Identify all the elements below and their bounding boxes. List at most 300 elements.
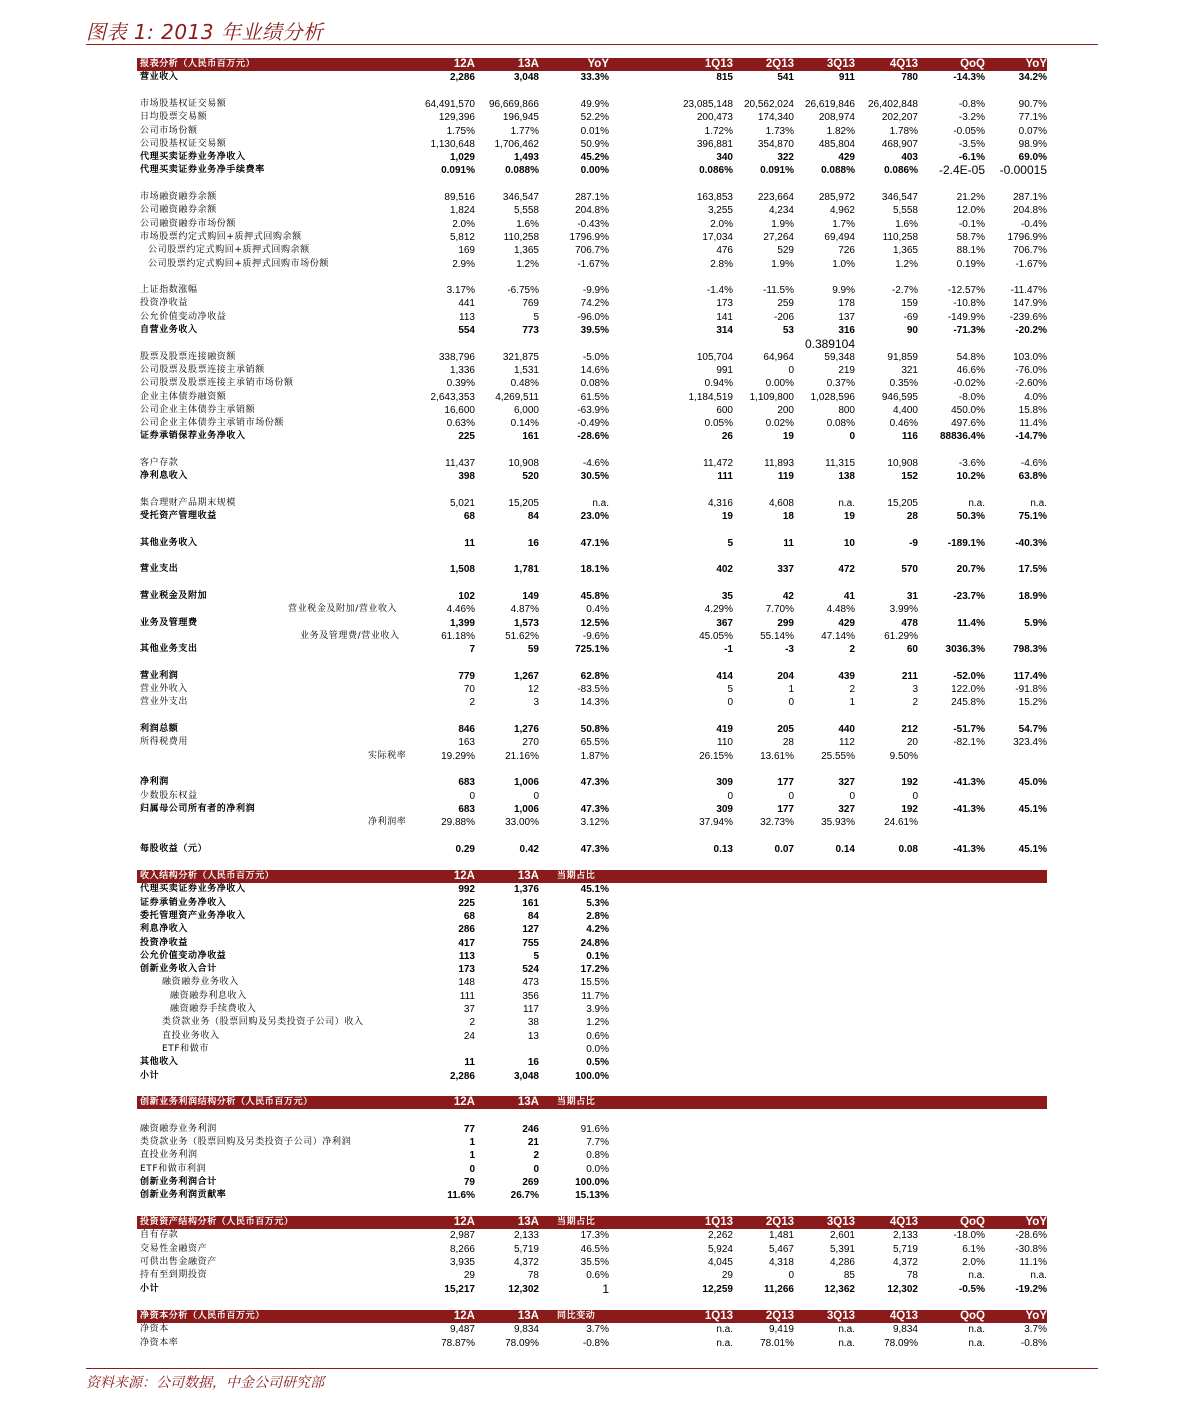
row-value: 105,704 [696, 351, 733, 363]
row-value: 15.8% [1018, 404, 1047, 416]
row-value: 911 [838, 72, 855, 84]
table-row [137, 417, 1047, 430]
table-row [137, 1337, 1047, 1350]
row-value: 32.73% [760, 817, 794, 829]
row-value: n.a. [968, 1270, 985, 1282]
row-value: 7.7% [586, 1136, 609, 1148]
row-value: 0 [727, 697, 733, 709]
row-value: 147.9% [1013, 298, 1047, 310]
table-row [137, 151, 1047, 164]
row-value: 75.1% [1018, 511, 1047, 523]
row-value: 5,467 [768, 1243, 794, 1255]
row-value: 173 [716, 298, 733, 310]
row-value: -0.4% [1020, 218, 1047, 230]
row-value: 27,264 [763, 231, 794, 243]
section-header-label: 报表分析（人民币百万元） [140, 59, 256, 69]
row-value: 4,400 [892, 404, 918, 416]
row-value: 111 [717, 471, 733, 483]
row-value: -5.0% [582, 351, 609, 363]
row-value: -0.8% [958, 98, 985, 110]
row-value: 1.77% [510, 125, 539, 137]
row-value: 0.6% [586, 1270, 609, 1282]
row-value: 1,006 [513, 777, 539, 789]
table-row [137, 950, 1047, 963]
row-value: 12.5% [580, 617, 609, 629]
row-value: 11.7% [581, 990, 609, 1002]
row-value: n.a. [1030, 1270, 1047, 1282]
row-value: 11 [464, 1057, 475, 1069]
row-value: -69 [903, 311, 918, 323]
row-label: 企业主体债券融资额 [140, 391, 227, 402]
row-label: 其他收入 [140, 1057, 179, 1068]
column-header: QoQ [960, 1310, 985, 1322]
row-value: 6,000 [513, 404, 539, 416]
row-value: 3,048 [513, 72, 539, 84]
row-value: 321,875 [502, 351, 539, 363]
row-value: 4.2% [586, 924, 609, 936]
row-value: -14.7% [1015, 431, 1047, 443]
row-value: 50.9% [580, 138, 609, 150]
table-row [137, 1323, 1047, 1336]
row-value: 12,302 [508, 1283, 539, 1295]
table-row [137, 258, 1047, 271]
row-value: 10,908 [887, 458, 918, 469]
row-value: 0.6% [586, 1030, 609, 1042]
row-value: 1,573 [513, 617, 539, 629]
row-value: 54.7% [1018, 724, 1047, 735]
row-value: 11,472 [703, 458, 733, 469]
row-value: 0.088% [821, 165, 855, 177]
row-label: 净利息收入 [140, 471, 189, 482]
column-header: 1Q13 [704, 1216, 733, 1228]
row-value: -18.0% [953, 1230, 985, 1242]
row-value: 53 [782, 325, 794, 336]
source-note: 资料来源：公司数据，中金公司研究部 [86, 1375, 324, 1391]
row-value: 46.6% [956, 364, 985, 376]
table-row [137, 364, 1047, 377]
row-value: -10.8% [953, 298, 985, 310]
row-value: n.a. [838, 1324, 855, 1336]
row-value: 204 [777, 670, 794, 682]
row-value: 12.0% [956, 205, 985, 217]
row-value: 59,348 [824, 351, 855, 363]
table-row [137, 643, 1047, 656]
row-value: 24.8% [580, 937, 609, 949]
row-value: 204.8% [575, 205, 609, 217]
row-value: 88.1% [956, 245, 985, 257]
row-value: 1.9% [771, 258, 794, 270]
row-value: 54.8% [956, 351, 985, 363]
row-value: 1.82% [826, 125, 855, 137]
row-label: 股票及股票连接融资额 [140, 351, 237, 362]
table-row [137, 883, 1047, 896]
table-row [137, 377, 1047, 390]
row-label: 公司股基权证交易额 [140, 138, 227, 149]
row-value: 0.39% [446, 378, 475, 390]
row-value: -63.9% [577, 404, 609, 416]
row-label: 可供出售金融资产 [140, 1256, 217, 1267]
row-value: 26 [721, 431, 733, 443]
row-label: 公司融资融券市场份额 [140, 218, 237, 229]
row-value: 208,974 [818, 112, 855, 124]
column-header: 12A [453, 870, 475, 882]
column-header: 13A [517, 1096, 539, 1108]
row-value: -0.49% [577, 418, 609, 430]
row-value: 31 [906, 591, 918, 602]
row-value: 34.2% [1018, 72, 1047, 84]
row-value: 541 [777, 72, 794, 84]
table-row [137, 1243, 1047, 1256]
table-row [137, 630, 1047, 643]
row-value: 4,269,511 [495, 391, 539, 403]
row-value: 0.07 [774, 843, 794, 855]
row-value: 64,491,570 [424, 98, 475, 110]
row-value: 2,987 [449, 1230, 475, 1242]
row-value: 15,217 [444, 1283, 475, 1295]
row-value: 225 [458, 897, 475, 909]
row-label: 市场融资融券余额 [140, 192, 217, 202]
table-row [137, 324, 1047, 337]
row-value: -20.2% [1015, 325, 1047, 336]
row-value: 91.6% [580, 1123, 609, 1135]
row-label: 营业收入 [140, 72, 179, 83]
row-value: 3036.3% [945, 644, 985, 656]
row-value: 3,255 [707, 205, 733, 217]
row-value: 2 [912, 697, 918, 709]
table-row [137, 311, 1047, 324]
row-value: 316 [838, 325, 855, 336]
section-header-label: 创新业务利润结构分析（人民币百万元） [140, 1097, 313, 1107]
row-value: 529 [777, 245, 794, 257]
row-label: 公司股票及股票连接主承销额 [140, 364, 265, 375]
row-label: 集合理财产品期末规模 [140, 497, 237, 508]
row-value: 204.8% [1013, 205, 1047, 217]
row-value: 0 [912, 790, 918, 802]
table-row [137, 723, 1047, 736]
row-value: 706.7% [575, 245, 609, 257]
row-value: -9 [909, 537, 918, 549]
table-row [137, 1189, 1047, 1202]
row-value: 476 [716, 245, 733, 257]
row-value: 18 [782, 511, 794, 523]
row-value: 396,881 [696, 138, 733, 150]
row-value: 2.0% [962, 1256, 985, 1268]
row-value: 39.5% [580, 325, 609, 336]
row-value: 706.7% [1013, 245, 1047, 257]
row-value: 1 [849, 697, 855, 709]
table-row [137, 391, 1047, 404]
table-row [137, 164, 1047, 177]
row-value: 1,276 [513, 724, 539, 735]
row-value: -3.5% [958, 138, 985, 150]
row-value: 450.0% [951, 404, 985, 416]
row-value: 68 [463, 910, 475, 922]
row-value: 0 [469, 790, 475, 802]
row-value: 19.29% [441, 750, 475, 762]
row-value: 9.50% [889, 750, 918, 762]
row-value: 200,473 [696, 112, 733, 124]
column-header: 13A [517, 870, 539, 882]
table-row [137, 537, 1047, 550]
row-value: 74.2% [580, 298, 609, 310]
row-value: 47.3% [580, 843, 609, 855]
row-value: 0.07% [1018, 125, 1047, 137]
table-row [137, 603, 1047, 616]
row-value: 287.1% [575, 192, 609, 203]
row-value: 468,907 [881, 138, 918, 150]
row-value: 0.94% [704, 378, 733, 390]
row-value: 322 [777, 152, 794, 164]
row-value: 33.00% [505, 817, 539, 829]
row-value: 1,376 [513, 884, 539, 896]
row-value: 58.7% [956, 231, 985, 243]
row-value: 18.9% [1018, 591, 1047, 602]
row-value: 2,133 [513, 1230, 539, 1242]
table-row [137, 497, 1047, 510]
row-value: 0.14% [510, 418, 539, 430]
row-label: 日均股票交易额 [140, 112, 208, 123]
row-value: -189.1% [947, 537, 985, 549]
table-row [137, 138, 1047, 151]
row-value: 177 [777, 777, 794, 789]
row-value: 0.29 [455, 843, 475, 855]
row-value: -71.3% [953, 325, 985, 336]
row-value: 3,048 [513, 1070, 539, 1082]
row-value: 2,601 [829, 1230, 855, 1242]
table-row [137, 937, 1047, 950]
row-value: 127 [522, 924, 539, 936]
row-value: -91.8% [1015, 684, 1047, 696]
row-value: 1.9% [771, 218, 794, 230]
row-value: 0.01% [580, 125, 609, 137]
row-value: 11,315 [825, 458, 855, 469]
row-value: 245.8% [951, 697, 985, 709]
row-value: 1,824 [449, 205, 475, 217]
row-value: 205 [777, 724, 794, 735]
row-value: 20 [906, 737, 918, 749]
row-value: -11.5% [763, 285, 794, 297]
row-value: 4.87% [510, 604, 539, 616]
row-label: 营业外收入 [140, 684, 189, 695]
row-value: 29 [721, 1270, 733, 1282]
row-value: 2.0% [710, 218, 733, 230]
row-value: 0.63% [446, 418, 475, 430]
row-label: 每股收益（元） [140, 843, 208, 854]
row-value: 1,481 [768, 1230, 794, 1242]
table-row [137, 71, 1047, 84]
row-value: 78 [527, 1270, 539, 1282]
row-value: 1 [602, 1281, 609, 1296]
row-value: 78.09% [884, 1337, 918, 1349]
row-value: 45.1% [580, 884, 609, 896]
table-row [137, 976, 1047, 989]
row-value: 122.0% [951, 684, 985, 696]
row-value: 64,964 [763, 351, 794, 363]
column-header: 12A [453, 1310, 475, 1322]
table-row [137, 923, 1047, 936]
row-value: 309 [716, 777, 733, 789]
row-value: 1,109,800 [749, 391, 794, 403]
row-value: -40.3% [1015, 537, 1047, 549]
row-value: -51.7% [953, 724, 985, 735]
row-value: -0.5% [958, 1283, 985, 1295]
row-value: 0 [788, 790, 794, 802]
page-title: 图表 1: 2013 年业绩分析 [86, 20, 324, 44]
row-value: 0 [533, 1163, 539, 1175]
row-value: -3.6% [958, 458, 985, 469]
row-value: n.a. [716, 1324, 733, 1336]
column-header: 3Q13 [826, 1216, 855, 1228]
table-row [137, 204, 1047, 217]
row-value: 13 [527, 1030, 539, 1042]
row-value: 0.14 [835, 843, 855, 855]
row-value: 88836.4% [939, 431, 985, 443]
row-value: 45.1% [1018, 843, 1047, 855]
row-value: 3.7% [586, 1324, 609, 1336]
row-value: 12,259 [702, 1283, 733, 1295]
row-value: 1 [788, 684, 794, 696]
row-value: 149 [522, 591, 539, 602]
row-value: -8.0% [958, 391, 985, 403]
row-value: 26,619,846 [804, 98, 855, 110]
row-value: 51.62% [505, 630, 539, 642]
row-value: 117.4% [1013, 670, 1047, 682]
table-row [137, 897, 1047, 910]
row-value: 346,547 [881, 192, 918, 203]
row-label: 净利润率 [368, 817, 407, 828]
row-value: 1.87% [580, 750, 609, 762]
row-value: 259 [777, 298, 794, 310]
row-value: 47.14% [821, 630, 855, 642]
row-value: 23,085,148 [682, 98, 733, 110]
row-value: 725.1% [575, 644, 609, 656]
row-value: -6.75% [507, 285, 539, 297]
row-value: 440 [838, 724, 855, 735]
table-row [137, 910, 1047, 923]
row-value: 0.5% [586, 1057, 609, 1069]
row-label: 公司企业主体债券主承销额 [140, 404, 256, 415]
row-label: 公司股票约定式购回+质押式回购余额 [148, 245, 310, 256]
row-value: -83.5% [577, 684, 609, 696]
row-value: 219 [838, 364, 855, 376]
column-header: 4Q13 [889, 1310, 918, 1322]
row-label: 所得税费用 [140, 737, 189, 748]
row-value: 946,595 [881, 391, 918, 403]
section-header-label: 净资本分析（人民币百万元） [140, 1311, 265, 1321]
row-label: 营业支出 [140, 564, 179, 575]
row-value: 356 [522, 990, 539, 1002]
row-value: 780 [901, 72, 918, 84]
row-value: n.a. [968, 1324, 985, 1336]
row-value: 683 [458, 777, 475, 789]
row-value: 991 [716, 364, 733, 376]
column-header: 4Q13 [889, 1216, 918, 1228]
row-value: 1.2% [516, 258, 539, 270]
row-value: 0.088% [505, 165, 539, 177]
row-value: 211 [901, 670, 918, 682]
row-value: 113 [458, 950, 475, 962]
row-value: -11.47% [1010, 285, 1047, 297]
row-value: 129,396 [438, 112, 475, 124]
row-value: 472 [838, 564, 855, 576]
row-label: 创新业务利润贡献率 [140, 1190, 227, 1201]
row-value: 112 [839, 737, 855, 749]
row-value: 0.4% [586, 604, 609, 616]
row-value: 0.091% [760, 165, 794, 177]
row-value: 84 [527, 910, 539, 922]
row-value: 346,547 [502, 192, 539, 203]
row-value: 35.5% [580, 1256, 609, 1268]
section-header-asset [137, 1216, 1047, 1229]
section-header-label: 投资资产结构分析（人民币百万元） [140, 1217, 294, 1227]
table-row [137, 803, 1047, 816]
row-value: -0.05% [953, 125, 985, 137]
row-value: 47.3% [580, 777, 609, 789]
table-row [137, 1016, 1047, 1029]
section-header-label: 收入结构分析（人民币百万元） [140, 871, 275, 881]
row-value: 17.3% [580, 1230, 609, 1242]
row-value: 9.9% [832, 285, 855, 297]
row-label: 直投业务收入 [162, 1030, 220, 1041]
row-value: 113 [459, 311, 475, 323]
row-value: 1,336 [449, 364, 475, 376]
row-label: 委托管理资产业务净收入 [140, 910, 246, 921]
row-value: -28.6% [577, 431, 609, 443]
row-value: 2 [469, 1017, 475, 1029]
row-value: -0.02% [953, 378, 985, 390]
row-value: -2.4E-05 [938, 163, 985, 178]
row-value: 65.5% [580, 737, 609, 749]
row-value: 1 [469, 1150, 475, 1162]
row-value: 35.93% [821, 817, 855, 829]
table-row [137, 1149, 1047, 1162]
row-value: -4.6% [582, 458, 609, 469]
table-row [137, 1136, 1047, 1149]
row-value: 1,399 [449, 617, 475, 629]
row-value: 21.16% [505, 750, 539, 762]
row-value: 11,893 [764, 458, 794, 469]
row-value: 18.1% [580, 564, 609, 576]
row-label: 营业税金及附加 [140, 591, 208, 601]
row-value: -41.3% [953, 843, 985, 855]
row-value: 16 [527, 537, 539, 549]
row-value: -19.2% [1015, 1283, 1047, 1295]
row-value: 19 [843, 511, 855, 523]
row-value: -23.7% [953, 591, 985, 602]
row-value: 28 [906, 511, 918, 523]
column-header: 2Q13 [765, 1216, 794, 1228]
row-value: 3.12% [580, 817, 609, 829]
row-value: 50.3% [956, 511, 985, 523]
row-value: 5,558 [513, 205, 539, 217]
row-value: 77 [463, 1123, 475, 1135]
row-value: 524 [522, 964, 539, 976]
row-label: 公司股票及股票连接主承销市场份额 [140, 378, 294, 389]
row-value: 5.9% [1024, 617, 1047, 629]
row-value: 7.70% [765, 604, 794, 616]
row-label: 代理买卖证券业务净收入 [140, 884, 246, 895]
row-value: 28 [782, 737, 794, 749]
row-value: 1796.9% [569, 231, 609, 243]
table-row [137, 470, 1047, 483]
table-row [137, 430, 1047, 443]
row-value: 0 [849, 790, 855, 802]
row-value: 59 [527, 644, 539, 656]
row-value: 0.37% [826, 378, 855, 390]
row-value: 0.42 [519, 843, 539, 855]
row-value: n.a. [1030, 497, 1047, 509]
row-value: 8,266 [449, 1243, 475, 1255]
